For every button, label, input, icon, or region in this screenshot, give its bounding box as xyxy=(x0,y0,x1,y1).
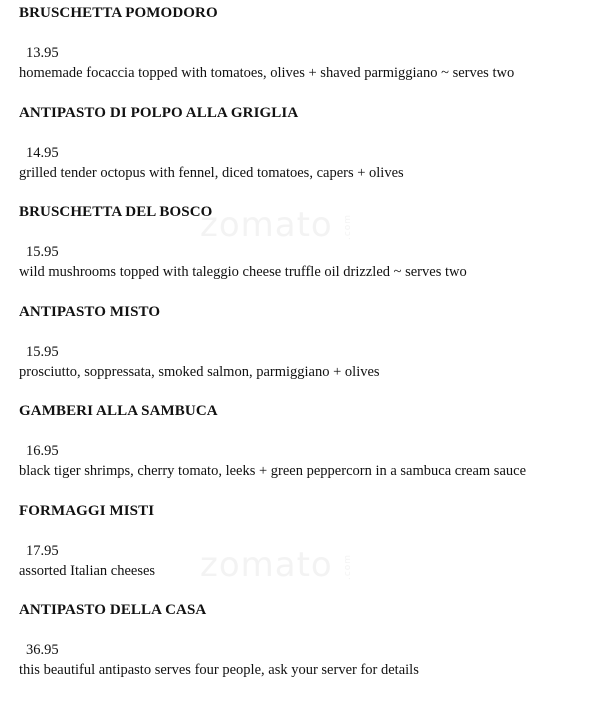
menu-item xyxy=(19,402,584,502)
watermark-text: zomato xyxy=(200,205,333,245)
item-description: wild mushrooms topped with taleggio cheese truffle oil drizzled ~ serves two xyxy=(19,264,467,280)
item-name: GAMBERI ALLA SAMBUCA xyxy=(19,403,218,419)
item-price: 17.95 xyxy=(26,542,59,559)
item-description: grilled tender octopus with fennel, diced tomatoes, capers + olives xyxy=(19,164,404,181)
menu-item xyxy=(19,601,584,701)
item-name: ANTIPASTO DI POLPO ALLA GRIGLIA xyxy=(19,104,299,121)
menu-item xyxy=(19,303,584,403)
item-name: ANTIPASTO MISTO xyxy=(19,303,161,320)
item-price: 14.95 xyxy=(26,144,59,161)
item-price: 13.95 xyxy=(26,45,59,61)
watermark-suffix: .com xyxy=(342,213,353,240)
item-name: ANTIPASTO DELLA CASA xyxy=(19,602,207,618)
item-price: 15.95 xyxy=(26,244,59,260)
item-name: BRUSCHETTA DEL BOSCO xyxy=(19,204,213,220)
zomato-watermark xyxy=(200,205,361,245)
item-description: this beautiful antipasto serves four people, ask your server for details xyxy=(19,662,419,678)
item-name: FORMAGGI MISTI xyxy=(19,502,155,519)
item-description: assorted Italian cheeses xyxy=(19,562,156,579)
item-description: prosciutto, soppressata, smoked salmon, parmiggiano + olives xyxy=(19,363,380,380)
item-price: 36.95 xyxy=(26,642,59,658)
item-price: 15.95 xyxy=(26,343,59,360)
menu-list xyxy=(19,4,584,701)
item-name: BRUSCHETTA POMODORO xyxy=(19,5,218,21)
watermark-text: zomato xyxy=(200,545,333,585)
menu-item xyxy=(19,4,584,104)
menu-item xyxy=(19,104,584,204)
item-description: black tiger shrimps, cherry tomato, leeks + green peppercorn in a sambuca cream sauce xyxy=(19,463,527,479)
zomato-watermark xyxy=(200,545,361,585)
item-description: homemade focaccia topped with tomatoes, olives + shaved parmiggiano ~ serves two xyxy=(19,65,515,81)
item-price: 16.95 xyxy=(26,443,59,459)
watermark-suffix: .com xyxy=(342,553,353,580)
